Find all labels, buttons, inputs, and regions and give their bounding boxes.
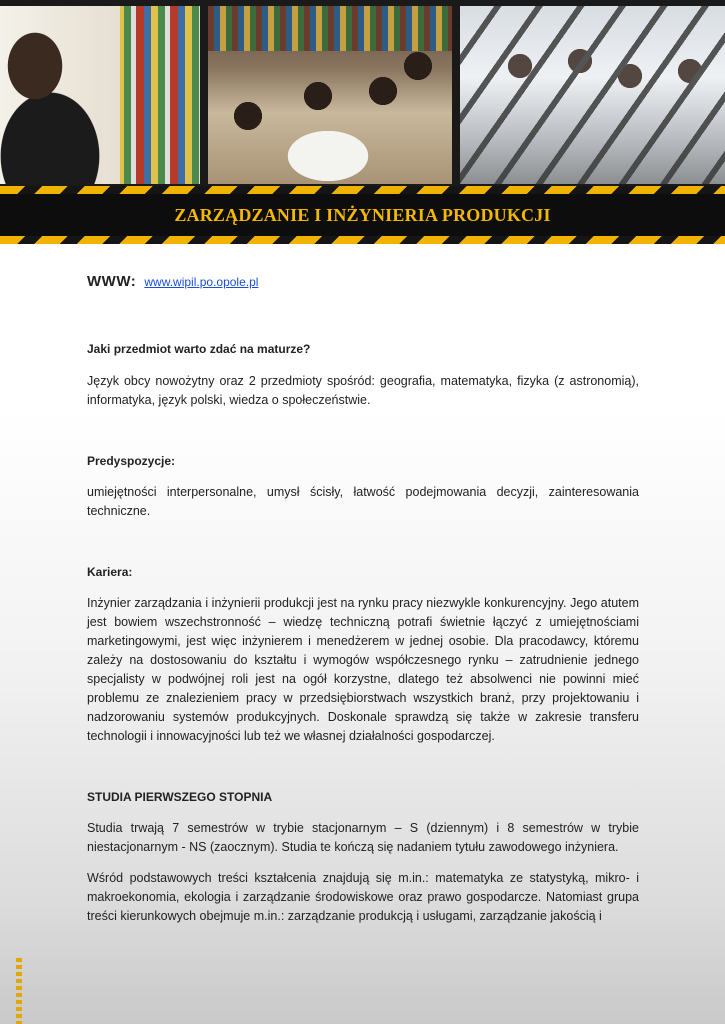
hazard-stripe-top (0, 186, 725, 194)
section-heading: Predyspozycje: (87, 454, 176, 468)
section-text: Inżynier zarządzania i inżynierii produkcji jest na rynku pracy niezwykle konkurencyjny. Jego atutem jest bowiem wszechstronność – wiedzę techniczną potrafi świetnie łączyć z umiejętnościami marketingowymi, jest więc inżynierem i menedżerem w jednej osobie. Dla pracodawcy, któremu zależy na dostosowaniu do kształtu i wymogów współczesnego rynku – zatrudnienie jednego specjalisty w podwójnej roli jest na ogół korzystne, dlatego też absolwenci nie powinni mieć problemu ze znalezieniem pracy w przedsiębiorstwach wszystkich branż, przy projektowaniu i nadzorowaniu systemów produkcyjnych. Doskonale sprawdzą się także w zakresie transferu technologii i innowacyjności lub też we własnej działalności gospodarczej. (87, 596, 639, 743)
section-heading: Jaki przedmiot warto zdać na maturze? (87, 342, 311, 356)
students-studying-photo (208, 6, 452, 184)
hazard-stripe-bottom (0, 236, 725, 244)
section-studia (87, 788, 639, 926)
header-photo-strip (0, 0, 725, 186)
www-label: WWW: (87, 273, 137, 290)
page-title: ZARZĄDZANIE I INŻYNIERIA PRODUKCJI (174, 204, 551, 225)
website-line (87, 272, 639, 292)
title-band (0, 194, 725, 236)
website-link[interactable]: www.wipil.po.opole.pl (144, 275, 259, 289)
section-kariera (87, 563, 639, 746)
section-heading: Kariera: (87, 565, 133, 579)
section-text: umiejętności interpersonalne, umysł ścisły, łatwość podejmowania decyzji, zainteresowania techniczne. (87, 485, 639, 518)
section-text: Język obcy nowożytny oraz 2 przedmioty spośród: geografia, matematyka, fizyka (z astronomią), informatyka, język polski, wiedza o społeczeństwie. (87, 374, 639, 407)
section-matura (87, 340, 639, 410)
section-text: Studia trwają 7 semestrów w trybie stacjonarnym – S (dziennym) i 8 semestrów w trybie niestacjonarnym - NS (zaocznym). Studia te kończą się nadaniem tytułu zawodowego inżyniera. (87, 821, 639, 854)
students-hall-photo (460, 6, 725, 184)
section-heading: STUDIA PIERWSZEGO STOPNIA (87, 790, 273, 804)
section-text-2: Wśród podstawowych treści kształcenia znajdują się m.in.: matematyka ze statystyką, mikro- i makroekonomia, ekologia i zarządzanie środowiskowe oraz prawo gospodarcze. Natomiast grupa treści kierunkowych obejmuje m.in.: zarządzanie produkcją i usługami, zarządzanie jakością i (87, 871, 639, 923)
decorative-side-mark (16, 958, 22, 1024)
student-library-photo (0, 6, 200, 184)
section-predyspozycje (87, 452, 639, 521)
